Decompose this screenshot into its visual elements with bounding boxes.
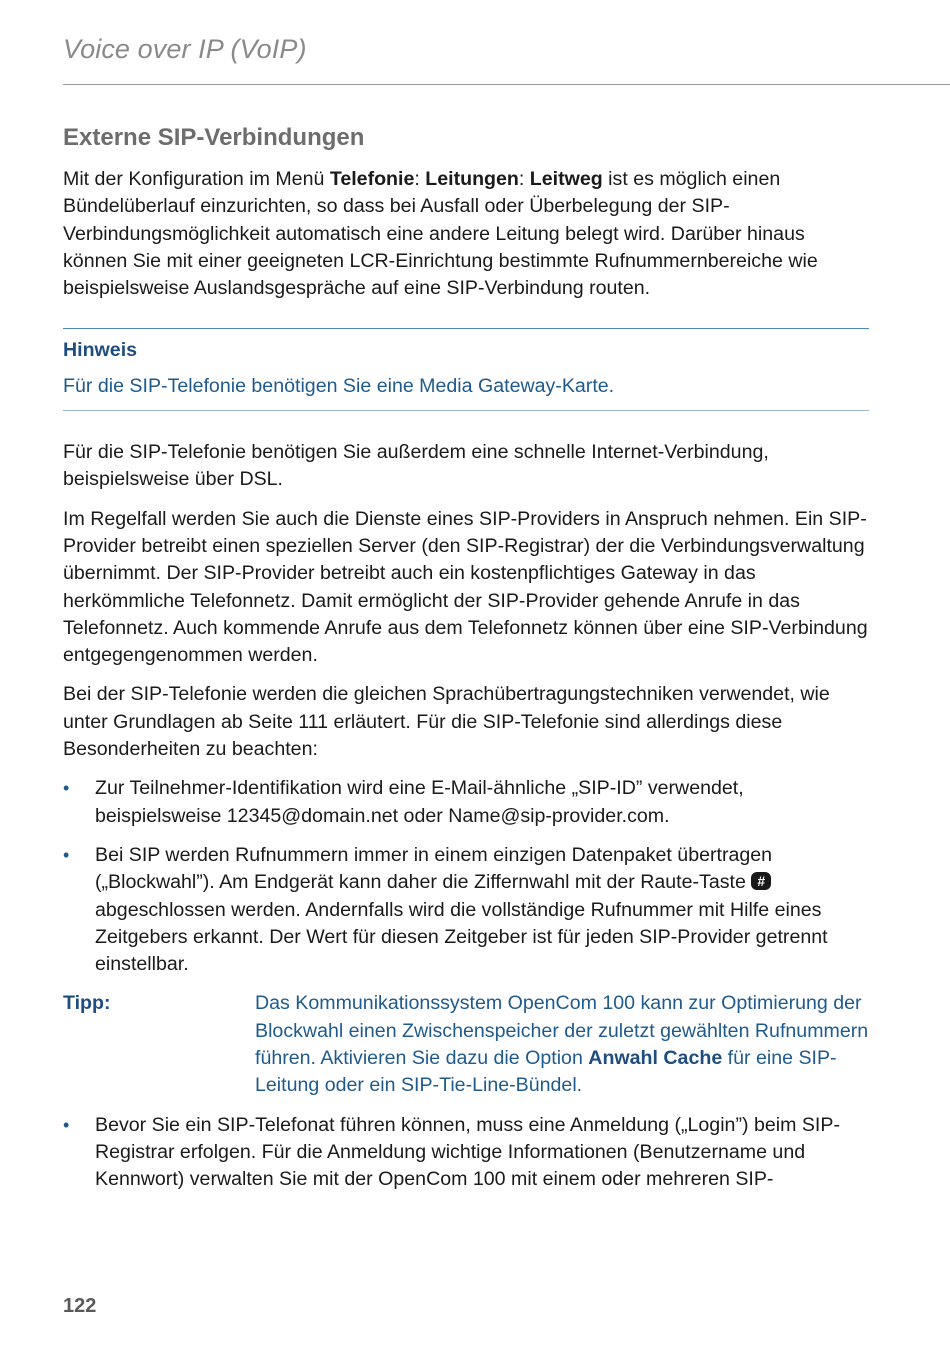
list-item (63, 842, 869, 978)
bullet-text-sip-id: Zur Teilnehmer-Identifikation wird eine E-Mail-ähnliche „SIP-ID” verwendet, beispielsweise 12345@domain.net oder Name@sip-provider.com. (95, 777, 744, 827)
option-anwahl-cache: Anwahl Cache (588, 1047, 723, 1070)
bullet-icon: • (63, 778, 70, 799)
header-rule (63, 84, 950, 85)
tip-text-1: Das Kommunikationssystem OpenCom 100 kann zur Optimierung der Blockwahl einen Zwischenspeicher der zuletzt gewählten Rufnummern führen. Aktivieren Sie dazu die Option (255, 992, 869, 1070)
bullet-text-login: Bevor Sie ein SIP-Telefonat führen können, muss eine Anmeldung („Login”) beim SIP-Registrar erfolgen. Für die Anmeldung wichtige Informationen (Benutzername und Kennwort) verwalten Sie mit der OpenCom 100 mit einem oder mehreren SIP- (95, 1113, 840, 1191)
hash-key-icon: # (751, 872, 771, 890)
intro-text-2: ist es möglich einen Bündelüberlauf einzurichten, so dass bei Ausfall oder Überbelegung der SIP-Verbindungsmöglichkeit automatisch eine andere Leitung belegt wird. Darüber hinaus können Sie mit einer geeigneten LCR-Einrichtung bestimmte Rufnummernbereiche wie beispielsweise Auslandsgespräche auf eine SIP-Verbindung routen. (63, 168, 818, 300)
paragraph-provider: Im Regelfall werden Sie auch die Dienste eines SIP-Providers in Anspruch nehmen. Ein SIP-Provider betreibt einen speziellen Server (den SIP-Registrar) der die Verbindungsverwaltung übernimmt. Der SIP-Provider betreibt auch ein kostenpflichtiges Gateway in das herkömmliche Telefonnetz. Damit ermöglicht der SIP-Provider gehende Anrufe in das Telefonnetz. Auch kommende Anrufe aus dem Telefonnetz können über eine SIP-Verbindung entgegengenommen werden. (63, 507, 868, 667)
bullet-text-blockwahl-cont: abgeschlossen werden. Andernfalls wird die vollständige Rufnummer mit Hilfe eines Zeitgebers erkannt. Der Wert für diesen Zeitgeber ist für jeden SIP-Provider getrennt einstellbar. (95, 898, 828, 976)
intro-text-1: Mit der Konfiguration im Menü (63, 168, 330, 190)
tip-label: Tipp: (63, 992, 111, 1015)
intro-sep-1: : (414, 168, 426, 190)
menu-telefonie: Telefonie (329, 168, 415, 190)
intro-paragraph (63, 166, 869, 302)
paragraph-internet: Für die SIP-Telefonie benötigen Sie außerdem eine schnelle Internet-Verbindung, beispielsweise über DSL. (63, 441, 769, 491)
bullet-list-2 (63, 1112, 869, 1194)
page-content (63, 122, 869, 1206)
note-box (63, 328, 869, 411)
menu-leitweg: Leitweg (529, 168, 603, 190)
page-number: 122 (63, 1295, 97, 1317)
section-heading: Externe SIP-Verbindungen (63, 124, 365, 151)
menu-leitungen: Leitungen (425, 168, 519, 190)
note-text: Für die SIP-Telefonie benötigen Sie eine Media Gateway-Karte. (63, 374, 615, 397)
tip-block (63, 990, 869, 1099)
bullet-list (63, 775, 869, 978)
paragraph-techniques: Bei der SIP-Telefonie werden die gleichen Sprachübertragungstechniken verwendet, wie unter Grundlagen ab Seite 111 erläutert. Für die SIP-Telefonie sind allerdings diese Besonderheiten zu beachten: (63, 683, 830, 761)
tip-text-2: für eine SIP-Leitung oder ein SIP-Tie-Line-Bündel. (255, 1047, 837, 1097)
bullet-icon: • (63, 844, 70, 865)
tip-text (255, 990, 869, 1099)
list-item (63, 775, 869, 830)
bullet-text-blockwahl: Bei SIP werden Rufnummern immer in einem einzigen Datenpaket übertragen („Blockwahl”). Am Endgerät kann daher die Ziffernwahl mit der Raute-Taste (95, 843, 773, 894)
intro-sep-2: : (518, 168, 530, 190)
bullet-icon: • (63, 1114, 70, 1135)
note-title: Hinweis (63, 339, 138, 362)
running-header: Voice over IP (VoIP) (63, 34, 307, 64)
list-item (63, 1112, 869, 1194)
